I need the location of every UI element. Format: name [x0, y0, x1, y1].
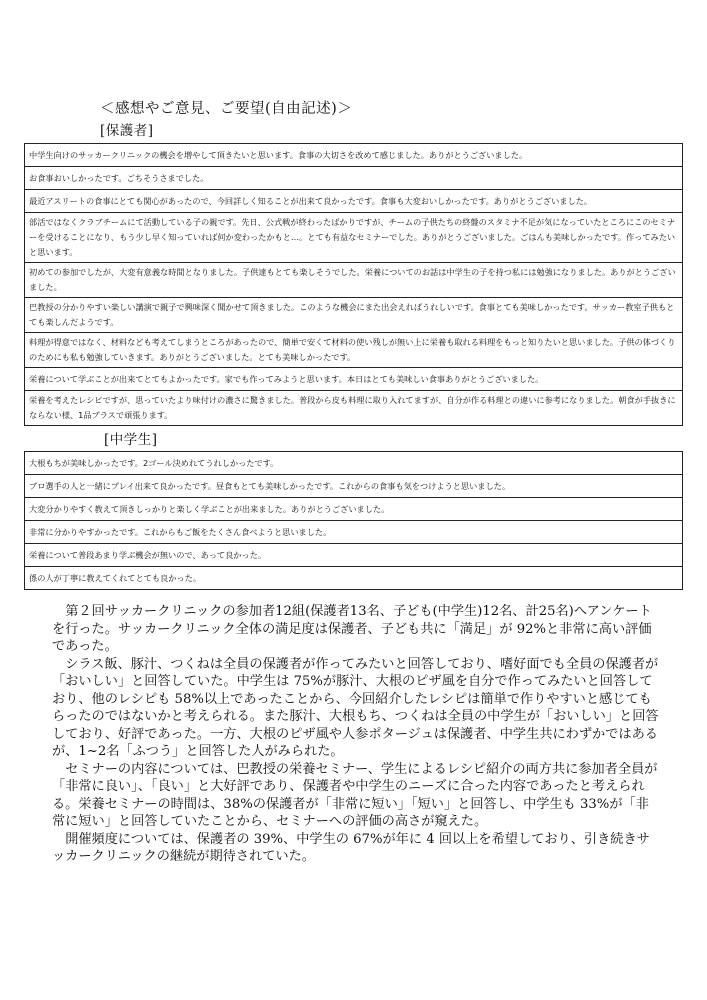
table-row — [25, 521, 683, 544]
parent-comment: 栄養について学ぶことが出来てとてもよかったです。家でも作ってみようと思います。本日はとても美味しい食事ありがとうございました。 — [25, 368, 683, 391]
student-comment: 栄養について普段あまり学ぶ機会が無いので、あって良かった。 — [25, 544, 683, 567]
table-row — [25, 263, 683, 298]
students-section-label: [中学生] — [104, 432, 158, 448]
student-comment: 係の人が丁寧に教えてくれてとても良かった。 — [25, 567, 683, 590]
page-heading: ＜感想やご意見、ご要望(自由記述)＞ — [100, 101, 353, 117]
table-row — [25, 498, 683, 521]
parent-comment: 中学生向けのサッカークリニックの機会を増やして頂きたいと思います。食事の大切さを改めて感じました。ありがとうございました。 — [25, 144, 683, 167]
table-row — [25, 475, 683, 498]
summary-paragraph: 開催頻度については、保護者の 39%、中学生の 67%が年に 4 回以上を希望しており、引き続きサッカークリニックの継続が期待されていた。 — [52, 831, 650, 864]
parent-comment: お食事おいしかったです。ごちそうさまでした。 — [25, 167, 683, 190]
table-row — [25, 144, 683, 167]
table-row — [25, 452, 683, 475]
table-row — [25, 167, 683, 190]
students-comments-table — [24, 451, 683, 590]
table-row — [25, 391, 683, 426]
student-comment: 非常に分かりやすかったです。これからもご飯をたくさん食べようと思いました。 — [25, 521, 683, 544]
parent-comment: 料理が得意ではなく、材料なども考えてしまうところがあったので、簡単で安くて材料の使い残しが無い上に栄養も取れる料理をもっと知りたいと思いました。子供の体づくりのためにも私も勉強していきます。ありがとうございました。とても美味しかったです。 — [25, 333, 683, 368]
table-row — [25, 333, 683, 368]
summary-paragraph: シラス飯、豚汁、つくねは全員の保護者が作ってみたいと回答しており、嗜好面でも全員の保護者が「おいしい」と回答していた。中学生は 75%が豚汁、大根のピザ風を自分で作ってみたいと回答しており、他のレシピも 58%以上であったことから、今回紹介したレシピは簡単で作りやすいと感じてもらったのではないかと考えられる。また豚汁、大根もち、つくねは全員の中学生が「おいしい」と回答しており、好評であった。一方、大根のピザ風や人参ポタージュは保護者、中学生共にわずかではあるが、1~2名「ふつう」と回答した人がみられた。 — [52, 656, 659, 759]
parents-comments-table — [24, 143, 683, 426]
table-row — [25, 368, 683, 391]
summary-text — [52, 603, 660, 866]
table-row — [25, 213, 683, 263]
parent-comment: 初めての参加でしたが、大変有意義な時間となりました。子供達もとても楽しそうでした。栄養についてのお話は中学生の子を持つ私には勉強になりました。ありがとうございました。 — [25, 263, 683, 298]
table-row — [25, 298, 683, 333]
table-row — [25, 544, 683, 567]
summary-paragraph: セミナーの内容については、巴教授の栄養セミナー、学生によるレシピ紹介の両方共に参加者全員が「非常に良い」、「良い」と大好評であり、保護者や中学生のニーズに合った内容であったと考えられる。栄養セミナーの時間は、38%の保護者が「非常に短い」「短い」と回答し、中学生も 33%が「非常に短い」と回答していたことから、セミナーへの評価の高さが窺えた。 — [52, 761, 658, 829]
table-row — [25, 190, 683, 213]
summary-paragraph: 第２回サッカークリニックの参加者12組(保護者13名、子ども(中学生)12名、計25名)へアンケートを行った。サッカークリニック全体の満足度は保護者、子ども共に「満足」が 92%と非常に高い評価であった。 — [52, 604, 652, 654]
parents-section-label: [保護者] — [100, 123, 154, 139]
parent-comment: 栄養を考えたレシピですが、思っていたより味付けの濃さに驚きました。普段から皮も料理に取り入れてますが、自分が作る料理との違いに参考になりました。朝食が手抜きにならない様、1品プラスで頑張ります。 — [25, 391, 683, 426]
parent-comment: 最近アスリートの食事にとても関心があったので、今回詳しく知ることが出来て良かったです。食事も大変おいしかったです。ありがとうございました。 — [25, 190, 683, 213]
table-row — [25, 567, 683, 590]
parent-comment: 巴教授の分かりやすい楽しい講演で親子で興味深く聞かせて頂きました。このような機会にまた出会えればうれしいです。食事とても美味しかったです。サッカー教室子供もとても楽しんだようです。 — [25, 298, 683, 333]
student-comment: プロ選手の人と一緒にプレイ出来て良かったです。昼食もとても美味しかったです。これからの食事も気をつけようと思いました。 — [25, 475, 683, 498]
student-comment: 大根もちが美味しかったです。2ゴール決めれてうれしかったです。 — [25, 452, 683, 475]
student-comment: 大変分かりやすく教えて頂きしっかりと楽しく学ぶことが出来ました。ありがとうございました。 — [25, 498, 683, 521]
parent-comment: 部活ではなくクラブチームにて活動している子の親です。先日、公式戦が終わったばかりですが、チームの子供たちの終盤のスタミナ不足が気になっていたところにこのセミナーを受けることになり、もう少し早く知っていれば何か変わったかもと…。とても有益なセミナーでした。ありがとうございました。ごはんも美味しかったです。作ってみたいと思います。 — [25, 213, 683, 263]
